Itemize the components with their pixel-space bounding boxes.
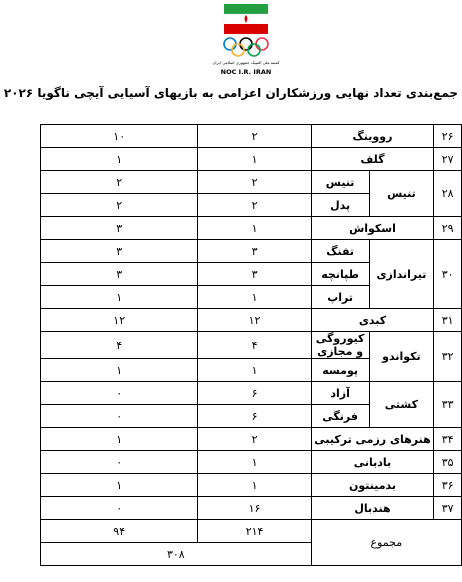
row-number: ۲۸	[434, 171, 462, 217]
row-total: ۱	[41, 148, 198, 171]
grand-total: ۳۰۸	[41, 543, 312, 566]
athlete-count: ۶	[198, 382, 311, 405]
table-row	[41, 217, 462, 240]
sport-name: بادبانی	[311, 451, 434, 474]
row-number: ۳۴	[434, 428, 462, 451]
row-number: ۲۹	[434, 217, 462, 240]
noc-logo	[212, 4, 280, 78]
discipline-name: پدل	[311, 194, 369, 217]
row-total: ۰	[41, 451, 198, 474]
sport-name: تیراندازی	[369, 240, 434, 309]
discipline-name: کیوروگی و مجازی	[311, 332, 369, 359]
table-row	[41, 474, 462, 497]
row-number: ۳۶	[434, 474, 462, 497]
row-number: ۳۵	[434, 451, 462, 474]
discipline-name: پومسه	[311, 359, 369, 382]
discipline-name: تفنگ	[311, 240, 369, 263]
sport-name: رووینگ	[311, 125, 434, 148]
athlete-count: ۳	[198, 263, 311, 286]
row-total: ۳	[41, 240, 198, 263]
row-number: ۲۷	[434, 148, 462, 171]
row-number: ۳۲	[434, 332, 462, 382]
discipline-name: آزاد	[311, 382, 369, 405]
sport-name: بدمینتون	[311, 474, 434, 497]
noc-caption: کمیته ملی المپیک جمهوری اسلامی ایران	[212, 60, 280, 65]
row-total: ۴	[41, 332, 198, 359]
discipline-name: فرنگی	[311, 405, 369, 428]
sport-name: گلف	[311, 148, 434, 171]
row-total: ۱	[41, 474, 198, 497]
row-total: ۱	[41, 428, 198, 451]
sport-name: تکواندو	[369, 332, 434, 382]
athlete-count: ۶	[198, 405, 311, 428]
table-row	[41, 332, 462, 359]
row-total: ۱	[41, 286, 198, 309]
table-row	[41, 451, 462, 474]
row-total: ۳	[41, 263, 198, 286]
table-row	[41, 382, 462, 405]
sport-name: کبدی	[311, 309, 434, 332]
athlete-count: ۱	[198, 286, 311, 309]
sport-name: هنرهای رزمی ترکیبی	[311, 428, 434, 451]
noc-code: NOC I.R. IRAN	[220, 68, 272, 76]
sum-qty: ۲۱۴	[198, 520, 311, 543]
sport-name: کشتی	[369, 382, 434, 428]
discipline-name: تنیس	[311, 171, 369, 194]
athlete-count: ۱	[198, 148, 311, 171]
row-number: ۳۱	[434, 309, 462, 332]
athlete-count: ۲	[198, 125, 311, 148]
table-row	[41, 428, 462, 451]
row-number: ۳۷	[434, 497, 462, 520]
athlete-count: ۱	[198, 359, 311, 382]
row-total: ۲	[41, 171, 198, 194]
sum-total: ۹۴	[41, 520, 198, 543]
table-row	[41, 309, 462, 332]
row-total: ۰	[41, 405, 198, 428]
athlete-count: ۱۶	[198, 497, 311, 520]
athlete-count: ۲	[198, 428, 311, 451]
athlete-count: ۴	[198, 332, 311, 359]
row-total: ۱۰	[41, 125, 198, 148]
table-row	[41, 125, 462, 148]
row-number: ۳۰	[434, 240, 462, 309]
athlete-count: ۲	[198, 171, 311, 194]
row-number: ۳۳	[434, 382, 462, 428]
sport-name: تنیس	[369, 171, 434, 217]
athlete-count: ۱	[198, 474, 311, 497]
discipline-name: طپانچه	[311, 263, 369, 286]
row-number: ۲۶	[434, 125, 462, 148]
athlete-count: ۱	[198, 451, 311, 474]
discipline-name: تراپ	[311, 286, 369, 309]
table-body	[41, 125, 462, 566]
athlete-count: ۱۲	[198, 309, 311, 332]
row-total: ۳	[41, 217, 198, 240]
table-row	[41, 148, 462, 171]
athlete-count: ۱	[198, 217, 311, 240]
sport-name: اسکواش	[311, 217, 434, 240]
row-total: ۱	[41, 359, 198, 382]
athlete-count: ۳	[198, 240, 311, 263]
noc-emblem-icon	[212, 4, 280, 78]
row-total: ۰	[41, 382, 198, 405]
page-title: جمع‌بندی تعداد نهایی ورزشکاران اعزامی به بازیهای آسیایی آیچی ناگویا ۲۰۲۶	[3, 86, 459, 100]
row-total: ۲	[41, 194, 198, 217]
sum-label: مجموع	[311, 520, 461, 566]
table-row	[41, 497, 462, 520]
row-total: ۱۲	[41, 309, 198, 332]
row-total: ۰	[41, 497, 198, 520]
sum-row	[41, 520, 462, 543]
sport-name: هندبال	[311, 497, 434, 520]
table-row	[41, 171, 462, 194]
athletes-table	[40, 124, 462, 566]
table-row	[41, 240, 462, 263]
athlete-count: ۲	[198, 194, 311, 217]
